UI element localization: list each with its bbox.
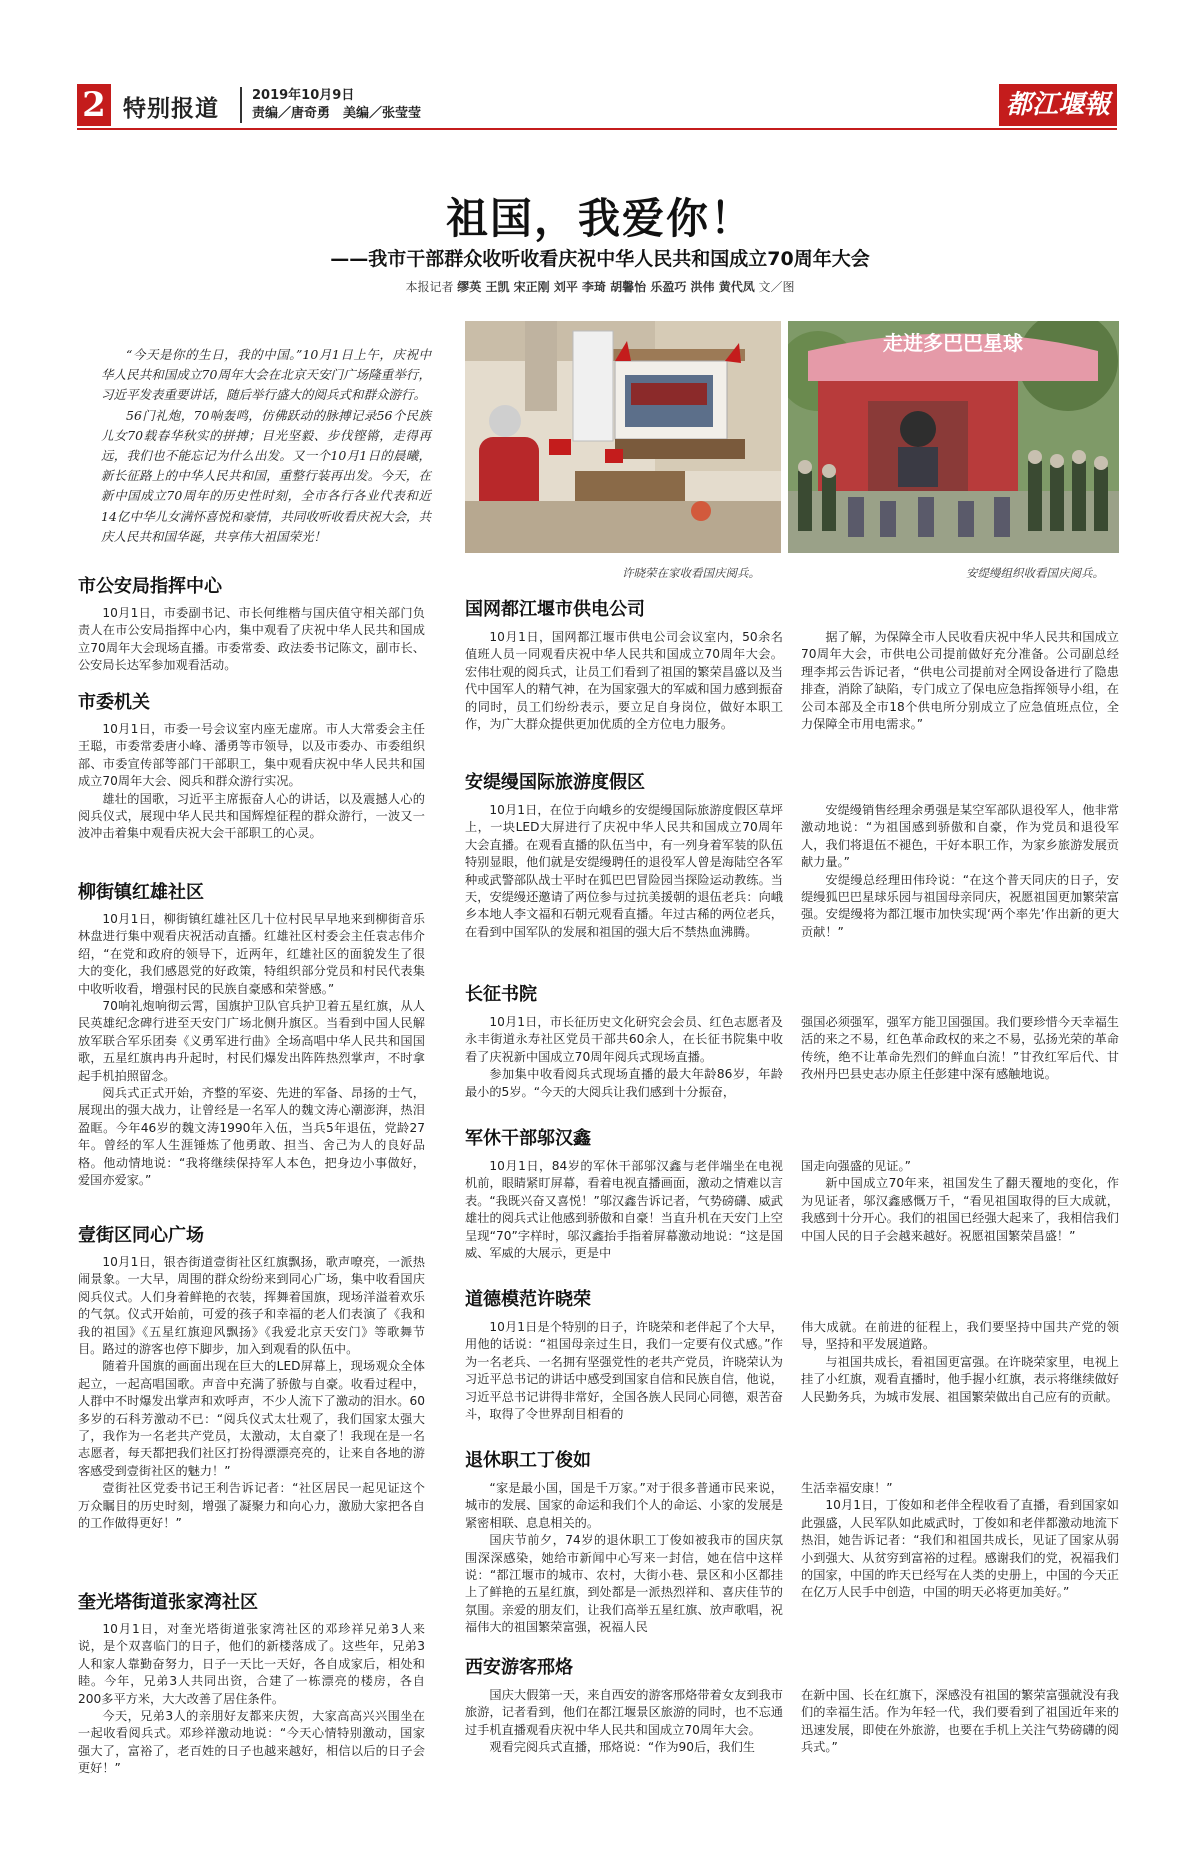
sub-headline: ——我市干部群众收听收看庆祝中华人民共和国成立70周年大会 bbox=[330, 248, 870, 270]
issue-date: 2019年10月9日 bbox=[252, 88, 355, 103]
section-heading: 市委机关 bbox=[78, 692, 150, 713]
article-body-right bbox=[801, 629, 1119, 733]
living-room-illustration bbox=[465, 321, 781, 553]
section-heading: 长征书院 bbox=[465, 984, 537, 1005]
byline-prefix: 本报记者 bbox=[405, 280, 454, 294]
article-paragraph: 10月1日，在位于向峨乡的安缇缦国际旅游度假区草坪上，一块LED大屏进行了庆祝中华人民共和国成立70周年大会直播。在观看直播的队伍当中，有一列身着军装的队伍特别显眼，他们就是安缇缦聘任的退役军人曾是海陆空各军种或武警部队战士平时在狐巴巴冒险园当探险运动教练。当天，安缇缦还邀请了两位参与过抗美援朝的退伍老兵：向峨乡本地人李文福和石朝元观看直播。年过古稀的两位老兵，在看到中国军队的发展和祖国的强大后不禁热血沸腾。 bbox=[465, 803, 783, 939]
article-body bbox=[78, 721, 425, 843]
article-paragraph: 国庆节前夕，74岁的退休职工丁俊如被我市的国庆氛围深深感染，她给市新闻中心写来一封信，她在信中这样说：“都江堰市的城市、农村，大街小巷、景区和小区都挂上了鲜艳的五星红旗，到处都是一派热烈祥和、喜庆佳节的氛围。亲爱的朋友们，让我们高举五星红旗、放声歌唱，祝福伟大的祖国繁荣富强，祝福人民 bbox=[465, 1533, 783, 1635]
article-paragraph: 10月1日，市长征历史文化研究会会员、红色志愿者及永丰街道永寿社区党员干部共60余人，在长征书院集中收看了庆祝新中国成立70周年阅兵式现场直播。 bbox=[465, 1015, 783, 1064]
page-number: 2 bbox=[77, 84, 111, 126]
section-heading: 安缇缦国际旅游度假区 bbox=[465, 772, 645, 793]
article-paragraph: 10月1日，84岁的军休干部邬汉鑫与老伴端坐在电视机前，眼睛紧盯屏幕，看着电视直播画面，激动之情难以言表。“我既兴奋又喜悦！”邬汉鑫告诉记者，气势磅礴、威武雄壮的阅兵式让他感到骄傲和自豪！当直升机在天安门上空呈现“70”字样时，邬汉鑫抬手指着屏幕激动地说：“这是国威、军威的大展示，更是中 bbox=[465, 1159, 783, 1261]
section-heading: 道德模范许晓荣 bbox=[465, 1289, 591, 1310]
article-paragraph: “家是最小国，国是千万家。”对于很多普通市民来说，城市的发展、国家的命运和我们个人的命运、小家的发展是紧密相联、息息相关的。 bbox=[465, 1481, 783, 1530]
article-paragraph: 新中国成立70年来，祖国发生了翻天覆地的变化，作为见证者，邬汉鑫感慨万千，“看见祖国取得的巨大成就，我感到十分开心。我们的祖国已经强大起来了，我相信我们中国人民的日子会越来越好。祝愿祖国繁荣昌盛！” bbox=[801, 1176, 1119, 1243]
article-paragraph: 10月1日，银杏街道壹街社区红旗飘扬，歌声嘹亮，一派热闹景象。一大早，周围的群众纷纷来到同心广场，集中收看国庆阅兵仪式。人们身着鲜艳的衣装，挥舞着国旗，现场洋溢着欢乐的气氛。仪式开始前，可爱的孩子和幸福的老人们表演了《我和我的祖国》《五星红旗迎风飘扬》《我爱北京天安门》等歌舞节目。路过的游客也停下脚步，加入到观看的队伍中。 bbox=[78, 1255, 425, 1357]
article-paragraph: 安缇缦销售经理余勇强是某空军部队退役军人，他非常激动地说：“为祖国感到骄傲和自豪，作为党员和退役军人，我们将退伍不褪色，干好本职工作，为家乡旅游发展贡献力量。” bbox=[801, 803, 1119, 870]
article-body-right bbox=[801, 1319, 1119, 1406]
article-paragraph: 国庆大假第一天，来自西安的游客邢烙带着女友到我市旅游，记者看到，他们在都江堰景区旅游的同时，也不忘通过手机直播观看庆祝中华人民共和国成立70周年大会。 bbox=[465, 1688, 783, 1737]
article-body bbox=[78, 911, 425, 1190]
photo-caption: 许晓荣在家收看国庆阅兵。 bbox=[622, 566, 760, 580]
article-paragraph: 生活幸福安康！” bbox=[801, 1481, 893, 1495]
article-paragraph: 10月1日，国网都江堰市供电公司会议室内，50余名值班人员一同观看庆祝中华人民共和国成立70周年大会。宏伟壮观的阅兵式，让员工们看到了祖国的繁荣昌盛以及当代中国军人的精气神，在为国家强大的军威和国力感到振奋的同时，员工们纷纷表示，要立足自身岗位，做好本职工作，为广大群众提供更加优质的全方位电力服务。 bbox=[465, 630, 783, 732]
page-header bbox=[77, 84, 1117, 126]
article-body bbox=[78, 1254, 425, 1533]
intro-para: “今天是你的生日，我的中国。”10月1日上午，庆祝中华人民共和国成立70周年大会在北京天安门广场隆重举行，习近平发表重要讲话，随后举行盛大的阅兵式和群众游行。 bbox=[101, 347, 431, 403]
article-body-left bbox=[465, 1480, 783, 1637]
section-heading: 西安游客邢烙 bbox=[465, 1657, 573, 1678]
section-heading: 市公安局指挥中心 bbox=[78, 576, 222, 597]
article-paragraph: 10月1日，柳街镇红雄社区几十位村民早早地来到柳街音乐林盘进行集中观看庆祝活动直播。红雄社区村委会主任袁志伟介绍，“在党和政府的领导下，近两年，红雄社区的面貌发生了很大的变化，我们感恩党的好政策，特组织部分党员和村民代表集中收听收看，增强村民的民族自豪感和荣誉感。” bbox=[78, 912, 425, 996]
article-paragraph: 据了解，为保障全市人民收看庆祝中华人民共和国成立70周年大会，市供电公司提前做好充分准备。公司副总经理李邦云告诉记者，“供电公司提前对全网设备进行了隐患排查，消除了缺陷，专门成立了保电应急指挥领导小组，在公司本部及全市18个供电所分别成立了应急值班点位，全力保障全市用电需求。” bbox=[801, 630, 1119, 732]
article-body-left bbox=[465, 1158, 783, 1262]
editors-line: 责编／唐奇勇 美编／张莹莹 bbox=[252, 106, 422, 121]
intro-para: 56门礼炮，70响轰鸣，仿佛跃动的脉搏记录56个民族儿女70载春华秋实的拼搏；目光坚毅、步伐铿锵，走得再远，我们也不能忘记为什么出发。又一个10月1日的晨曦，新长征路上的中华人民共和国，重整行装再出发。今天，在新中国成立70周年的历史性时刻，全市各行各业代表和近14亿中华儿女满怀喜悦和豪情，共同收听收看庆祝大会，共庆人民共和国华诞，共享伟大祖国荣光！ bbox=[101, 407, 431, 544]
article-paragraph: 10月1日是个特别的日子，许晓荣和老伴起了个大早，用他的话说：“祖国母亲过生日，我们一定要有仪式感。”作为一名老兵、一名拥有坚强党性的老共产党员，许晓荣认为习近平总书记的讲话中感受到国家自信和民族自信，他说，习近平总书记讲得非常好，全国各族人民同心同德，艰苦奋斗，取得了令世界刮目相看的 bbox=[465, 1320, 783, 1422]
article-paragraph: 10月1日，市委一号会议室内座无虚席。市人大常委会主任王聪，市委常委唐小峰、潘勇等市领导，以及市委办、市委组织部、市委宣传部等部门干部职工，集中观看庆祝中华人民共和国成立70周年大会、阅兵和群众游行实况。 bbox=[78, 722, 425, 789]
article-paragraph: 安缇缦总经理田伟玲说：“在这个普天同庆的日子，安缇缦狐巴巴星球乐园与祖国母亲同庆，祝愿祖国更加繁荣富强。安缇缦将为都江堰市加快实现‘两个率先’作出新的更大贡献！” bbox=[801, 872, 1119, 939]
byline-suffix: 文／图 bbox=[758, 280, 795, 294]
main-headline: 祖国，我爱你！ bbox=[445, 194, 754, 243]
photo-caption: 安缇缦组织收看国庆阅兵。 bbox=[966, 566, 1104, 580]
article-body-left bbox=[465, 1014, 783, 1101]
article-body-left bbox=[465, 629, 783, 733]
newspaper-logo: 都江堰報 bbox=[999, 84, 1117, 126]
section-heading: 国网都江堰市供电公司 bbox=[465, 599, 645, 620]
section-heading: 奎光塔街道张家湾社区 bbox=[78, 1592, 258, 1613]
article-paragraph: 70响礼炮响彻云霄，国旗护卫队官兵护卫着五星红旗，从人民英雄纪念碑行进至天安门广场北侧升旗区。当看到中国人民解放军联合军乐团奏《义勇军进行曲》全场高唱中华人民共和国国歌，五星红旗冉冉升起时，村民们爆发出阵阵热烈掌声，不时拿起手机拍照留念。 bbox=[78, 999, 425, 1083]
article-paragraph: 壹街社区党委书记王利告诉记者：“社区居民一起见证这个万众瞩目的历史时刻，增强了凝聚力和向心力，激励大家把各自的工作做得更好！” bbox=[78, 1481, 425, 1531]
byline-names: 缪英 王凯 宋正刚 刘平 李琦 胡馨怡 乐盈巧 洪伟 黄代凤 bbox=[457, 280, 755, 294]
photo-living-room bbox=[465, 321, 781, 553]
section-heading: 壹街区同心广场 bbox=[78, 1225, 204, 1246]
article-paragraph: 雄壮的国歌，习近平主席振奋人心的讲话，以及震撼人心的阅兵仪式，展现中华人民共和国辉煌征程的群众游行，一波又一波冲击着集中观看庆祝大会干部职工的心灵。 bbox=[78, 791, 425, 841]
article-body bbox=[78, 605, 425, 675]
section-name: 特别报道 bbox=[123, 96, 219, 122]
article-body-right bbox=[801, 1687, 1119, 1757]
article-paragraph: 10月1日，丁俊如和老伴全程收看了直播，看到国家如此强盛，人民军队如此威武时，丁俊如和老伴都激动地流下热泪，她告诉记者：“我们和祖国共成长，见证了国家从弱小到强大、从贫穷到富裕的过程。感谢我们的党，祝福我们的国家，中国的昨天已经写在人类的史册上，中国的今天正在亿万人民手中创造，中国的明天必将更加美好。” bbox=[801, 1498, 1119, 1600]
article-body-right bbox=[801, 802, 1119, 941]
article-paragraph: 与祖国共成长，看祖国更富强。在许晓荣家里，电视上挂了小红旗，观看直播时，他手握小红旗，表示将继续做好人民勤务兵，为城市发展、祖国繁荣做出自己应有的贡献。 bbox=[801, 1354, 1119, 1404]
byline bbox=[0, 278, 1200, 295]
article-body-left bbox=[465, 1319, 783, 1423]
banner-sign: 走进多巴巴星球 bbox=[883, 331, 1023, 355]
photo-outdoor-viewing bbox=[788, 321, 1119, 553]
section-heading: 退休职工丁俊如 bbox=[465, 1450, 591, 1471]
article-paragraph: 随着升国旗的画面出现在巨大的LED屏幕上，现场观众全体起立，一起高唱国歌。声音中充满了骄傲与自豪。收看过程中，人群中不时爆发出掌声和欢呼声，不少人流下了激动的泪水。60多岁的石科芳激动不已：“阅兵仪式太壮观了，我们国家太强大了，我作为一名老共产党员，太激动，太自豪了！我现在是一名志愿者，每天都把我们社区打扮得漂漂亮亮的，让来自各地的游客感受到壹街社区的魅力！” bbox=[78, 1359, 425, 1478]
article-paragraph: 伟大成就。在前进的征程上，我们要坚持中国共产党的领导，坚持和平发展道路。 bbox=[801, 1320, 1119, 1352]
article-body bbox=[78, 1621, 425, 1778]
article-body-right bbox=[801, 1014, 1119, 1084]
article-body-left bbox=[465, 802, 783, 941]
article-paragraph: 10月1日，市委副书记、市长何维楷与国庆值守相关部门负责人在市公安局指挥中心内，集中观看了庆祝中华人民共和国成立70周年大会现场直播。市委常委、政法委书记陈文，副市长、公安局长达军参加观看活动。 bbox=[78, 606, 425, 673]
article-paragraph: 10月1日，对奎光塔街道张家湾社区的邓珍祥兄弟3人来说，是个双喜临门的日子，他们的新楼落成了。这些年，兄弟3人和家人靠勤奋努力，日子一天比一天好，各自成家后，相处和睦。今年，兄弟3人共同出资，合建了一栋漂亮的楼房，各自200多平方米，大大改善了居住条件。 bbox=[78, 1622, 425, 1706]
article-paragraph: 参加集中收看阅兵式现场直播的最大年龄86岁，年龄最小的5岁。“今天的大阅兵让我们感到十分振奋， bbox=[465, 1067, 783, 1099]
article-body-right bbox=[801, 1158, 1119, 1245]
article-paragraph: 强国必须强军，强军方能卫国强国。我们要珍惜今天幸福生活的来之不易，红色革命政权的来之不易，弘扬光荣的革命传统，绝不让革命先烈们的鲜血白流！”甘孜红军后代、甘孜州丹巴县史志办原主任彭建中深有感触地说。 bbox=[801, 1015, 1119, 1082]
header-divider bbox=[77, 128, 1117, 130]
article-paragraph: 阅兵式正式开始，齐整的军姿、先进的军备、昂扬的士气，展现出的强大战力，让曾经是一名军人的魏文涛心潮澎湃，热泪盈眶。今年46岁的魏文涛1990年入伍，当兵5年退伍，党龄27年。曾经的军人生涯锤炼了他勇敢、担当、舍己为人的良好品格。他动情地说：“我将继续保持军人本色，把身边小事做好，爱国亦爱家。” bbox=[78, 1086, 425, 1188]
article-paragraph: 今天，兄弟3人的亲朋好友都来庆贺，大家高高兴兴围坐在一起收看阅兵式。邓珍祥激动地说：“今天心情特别激动，国家强大了，富裕了，老百姓的日子也越来越好，相信以后的日子会更好！” bbox=[78, 1709, 425, 1776]
article-paragraph: 在新中国、长在红旗下，深感没有祖国的繁荣富强就没有我们的幸福生活。作为年轻一代，我们要看到了祖国近年来的迅速发展，即使在外旅游，也要在手机上关注气势磅礴的阅兵式。” bbox=[801, 1688, 1119, 1755]
article-body-left bbox=[465, 1687, 783, 1757]
intro-paragraphs bbox=[101, 345, 431, 547]
header-meta bbox=[240, 87, 421, 123]
article-paragraph: 国走向强盛的见证。” bbox=[801, 1159, 911, 1173]
article-body-right bbox=[801, 1480, 1119, 1602]
section-heading: 军休干部邬汉鑫 bbox=[465, 1128, 591, 1149]
article-paragraph: 观看完阅兵式直播，邢烙说：“作为90后，我们生 bbox=[489, 1740, 755, 1755]
section-heading: 柳街镇红雄社区 bbox=[78, 882, 204, 903]
